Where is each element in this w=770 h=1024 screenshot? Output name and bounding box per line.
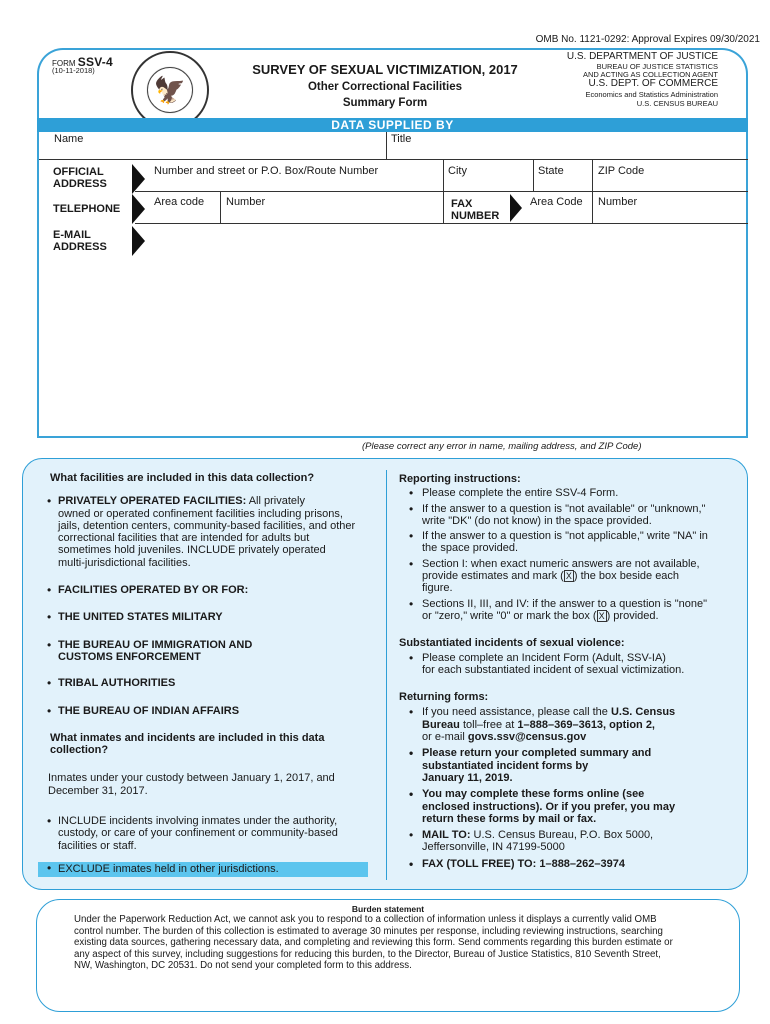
census-bureau-name: U.S. Census [610,706,676,719]
list-item [38,677,366,689]
mail-address: U.S. Census Bureau, P.O. Box 5000, [473,829,654,842]
inmates-question [50,732,378,757]
return-deadline-line: • Please return your completed summary and [422,747,652,760]
divider [443,159,444,191]
private-text-line: correctional facilities that are intended for adults but [58,532,310,545]
facilities-question: What facilities are included in this data collection? [50,472,315,484]
list-item [399,829,739,854]
return-text: or e-mail [422,731,465,744]
list-item [38,815,366,852]
list-item [38,639,366,664]
custody-line: December 31, 2017. [48,784,148,797]
private-text-line: owned or operated confinement facilities including prisons, [58,507,343,520]
list-item [399,858,739,870]
list-item [399,558,739,595]
divider [220,191,221,223]
reporting-heading: Reporting instructions: [399,473,521,485]
arrow-icon [132,164,145,194]
burden-text [74,914,714,972]
online-line: • You may complete these forms online (see [422,788,645,801]
reporting-line: figure. [422,582,453,595]
reporting-line: • Section I: when exact numeric answers are not available, [422,557,700,570]
custody-line: Inmates under your custody between January 1, 2017, and [48,772,335,785]
substantiated-line: for each substantiated incident of sexual victimization. [422,663,685,676]
agency-bjs: BUREAU OF JUSTICE STATISTICS [596,62,718,71]
reporting-text: or "zero," write "0" or mark the box ( [422,609,597,622]
tribal-item: TRIBAL AUTHORITIES [58,677,176,690]
divider [443,191,444,223]
phone-number[interactable]: 1–888–369–3613, option 2, [517,718,655,731]
include-line: custody, or care of your confinement or community-based [58,827,338,840]
list-item [399,788,739,825]
data-supplied-by-band: DATA SUPPLIED BY [37,118,748,132]
form-prefix: FORM [52,59,76,68]
ice-item: THE BUREAU OF IMMIGRATION AND [58,638,253,651]
divider [592,191,593,223]
include-line: facilities or staff. [58,839,137,852]
official-address-label: OFFICIAL ADDRESS [53,166,107,190]
reporting-line: write "DK" (do not know) in the space provided. [422,514,652,527]
include-line: • INCLUDE incidents involving inmates under the authority, [58,815,338,828]
divider [39,159,748,160]
list-item [38,495,378,569]
survey-form-type: Summary Form [342,97,428,109]
burden-line: any aspect of this survey, including suggestions for reducing this burden, to the Director, Bureau of Justice Statistics, 810 Seventh Street, [74,948,661,960]
survey-subtitle: Other Correctional Facilities [307,81,462,93]
checkbox-x-icon: X [565,571,572,582]
return-text: toll–free at [462,718,515,731]
reporting-text: provide estimates and mark ( [422,570,564,583]
return-text: If you need assistance, please call the [422,706,608,719]
reporting-item: Please complete the entire SSV-4 Form. [422,487,619,500]
city-label: City [448,165,467,177]
form-date: (10-11-2018) [52,66,95,75]
list-item [399,503,739,528]
list-item [38,705,366,717]
email-address-label: E-MAIL ADDRESS [53,229,107,253]
returning-heading: Returning forms: [399,691,489,704]
title-label: Title [391,133,412,145]
reporting-text: ) provided. [606,609,659,622]
fax-number-field-label: Number [598,196,638,208]
left-column [50,472,378,877]
burden-line: NW, Washington, DC 20531. Do not send your completed form to this address. [74,960,412,971]
phone-number-label: Number [226,196,266,208]
agency-commerce: U.S. DEPT. OF COMMERCE [588,78,718,89]
exclude-item [38,862,368,877]
correction-note: (Please correct any error in name, mailing address, and ZIP Code) [362,441,642,452]
form-code: SSV-4 [77,55,113,69]
burden-line: Under the Paperwork Reduction Act, we cannot ask you to respond to a collection of information unless it displays a currently valid OMB [74,914,657,925]
area-code-label: Area code [154,196,205,208]
state-label: State [538,165,564,177]
divider [592,159,593,191]
operated-by-heading: FACILITIES OPERATED BY OR FOR: [58,584,249,597]
reporting-line: the space provided. [422,542,519,555]
private-text: All privately [248,495,305,508]
eagle-icon: 🦅 [147,67,193,113]
zip-label: ZIP Code [598,165,645,177]
burden-line: control number. The burden of this collection is estimated to average 30 minutes per response, including reviewing instructions, searching [74,925,663,937]
email-link[interactable]: govs.ssv@census.gov [467,731,587,744]
arrow-icon [132,226,145,256]
burden-line: existing data sources, gathering necessary data, and completing and reviewing this form. Send comments regarding this burden estimate or [74,937,673,948]
omb-approval: OMB No. 1121-0292: Approval Expires 09/30/2021 [535,34,760,45]
list-item [399,487,739,499]
agency-doj: U.S. DEPARTMENT OF JUSTICE [566,51,718,62]
return-deadline-line: substantiated incident forms by [422,759,589,772]
fax-area-code-label: Area Code [530,196,583,208]
checkbox-x-icon: X [598,610,605,621]
substantiated-line: • Please complete an Incident Form (Adult, SSV-IA) [422,651,666,664]
survey-title: SURVEY OF SEXUAL VICTIMIZATION, 2017 [252,62,518,77]
private-heading: PRIVATELY OPERATED FACILITIES: [58,495,247,508]
list-item [399,652,739,677]
arrow-icon [510,194,522,222]
arrow-icon [132,194,145,224]
inmates-question-line: What inmates and incidents are included in this data [50,731,325,744]
list-item [399,706,739,743]
list-item [38,611,366,623]
agency-census: U.S. CENSUS BUREAU [636,99,718,108]
fax-number-label: FAX NUMBER [451,198,500,222]
exclude-text: EXCLUDE inmates held in other jurisdictions. [58,862,279,875]
military-item: THE UNITED STATES MILITARY [58,611,223,624]
mail-to-label: MAIL TO: [422,829,471,842]
reporting-line: • If the answer to a question is "not applicable," write "NA" in [422,530,708,543]
name-label: Name [54,133,84,145]
census-bureau-name: Bureau [422,718,460,731]
street-label: Number and street or P.O. Box/Route Number [154,165,379,177]
private-text-line: jails, detention centers, community-based facilities, and other [58,519,356,532]
list-item [38,584,366,596]
respondent-info-frame [37,132,748,438]
agency-acting: AND ACTING AS COLLECTION AGENT [582,70,718,79]
list-item [399,598,739,623]
right-column [399,473,739,870]
return-deadline-date: January 11, 2019. [422,771,513,784]
private-text-line: sometimes hold juveniles. INCLUDE privately operated [58,544,326,557]
divider [135,191,748,192]
mail-address-line: Jeffersonville, IN 47199-5000 [422,841,565,854]
burden-title: Burden statement [351,904,425,914]
reporting-line: • Sections II, III, and IV: if the answer to a question is "none" [422,597,708,610]
reporting-text: ) the box beside each [573,570,680,583]
column-divider [386,470,387,880]
online-line: return these forms by mail or fax. [422,812,597,825]
ice-item-line: CUSTOMS ENFORCEMENT [58,650,201,663]
telephone-label: TELEPHONE [53,203,121,215]
custody-text [48,772,378,797]
online-line: enclosed instructions). Or if you prefer, you may [422,800,676,813]
list-item [399,747,739,784]
bia-item: THE BUREAU OF INDIAN AFFAIRS [58,704,240,717]
agency-esa: Economics and Statistics Administration [585,90,718,99]
inmates-question-line: collection? [50,744,109,757]
divider [386,132,387,159]
fax-line: FAX (TOLL FREE) TO: 1–888–262–3974 [422,857,625,870]
divider [533,159,534,191]
substantiated-heading: Substantiated incidents of sexual violence: [399,637,625,650]
private-text-line: multi-jurisdictional facilities. [58,556,191,569]
reporting-line: • If the answer to a question is "not available" or "unknown," [422,502,706,515]
list-item [399,530,739,555]
divider [135,223,748,224]
